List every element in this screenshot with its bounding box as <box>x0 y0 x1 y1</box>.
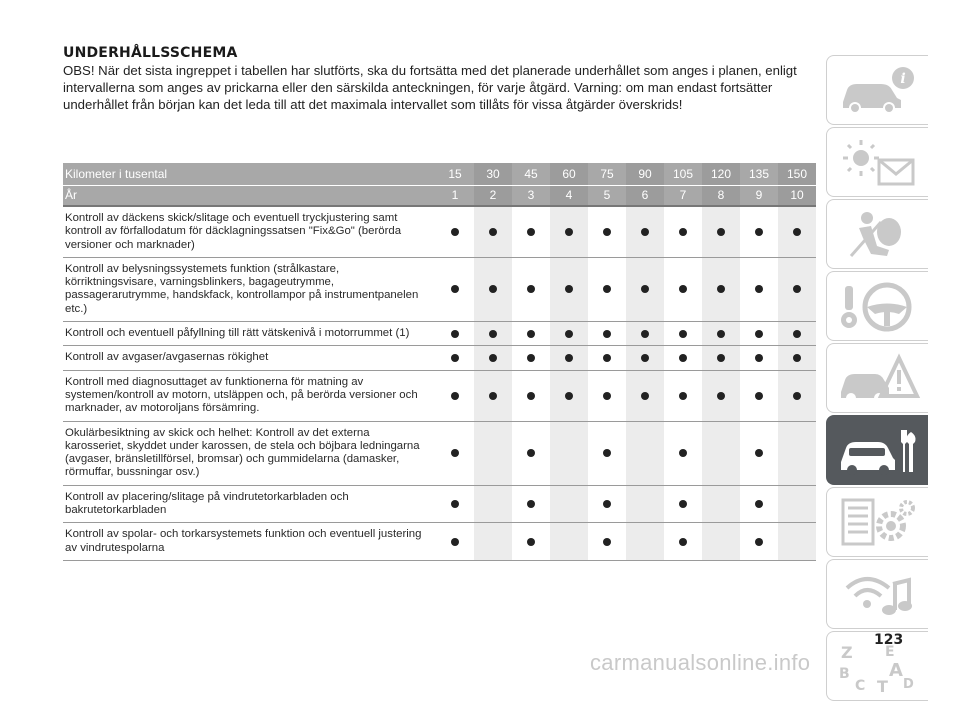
interval-cell <box>512 421 550 485</box>
interval-cell <box>588 206 626 257</box>
scheduled-dot <box>451 500 459 508</box>
interval-cell <box>702 206 740 257</box>
interval-cell <box>474 346 512 370</box>
document-gear-icon <box>837 496 919 550</box>
scheduled-dot <box>793 392 801 400</box>
year-header-label: År <box>63 185 436 206</box>
year-value: 1 <box>436 185 474 206</box>
interval-cell <box>474 206 512 257</box>
table-row <box>63 346 816 370</box>
interval-cell <box>702 346 740 370</box>
scheduled-dot <box>489 392 497 400</box>
interval-cell <box>778 346 816 370</box>
nav-tab-maintenance[interactable] <box>826 415 928 485</box>
interval-cell <box>702 523 740 561</box>
interval-cell <box>626 257 664 321</box>
interval-cell <box>740 370 778 421</box>
scheduled-dot <box>451 354 459 362</box>
interval-cell <box>588 257 626 321</box>
interval-cell <box>550 523 588 561</box>
kilometer-value: 150 <box>778 163 816 185</box>
index-letter: B <box>839 666 850 682</box>
interval-cell <box>512 346 550 370</box>
operation-label: Kontroll av belysningssystemets funktion (strålkastare, körriktningsvisare, varningsblinkers, bagageutrymme, passagerarutrymme, handskfack, kontrollampor på instrumentpanelen etc.) <box>63 257 436 321</box>
kilometer-value: 45 <box>512 163 550 185</box>
year-value: 5 <box>588 185 626 206</box>
interval-cell <box>626 322 664 346</box>
interval-cell <box>436 257 474 321</box>
scheduled-dot <box>641 285 649 293</box>
scheduled-dot <box>489 285 497 293</box>
year-value: 10 <box>778 185 816 206</box>
scheduled-dot <box>603 392 611 400</box>
operation-label: Kontroll av spolar- och torkarsystemets funktion och eventuell justering av vindrutespolarna <box>63 523 436 561</box>
kilometer-header-row <box>63 163 816 185</box>
scheduled-dot <box>641 330 649 338</box>
interval-cell <box>588 523 626 561</box>
interval-cell <box>702 485 740 523</box>
index-letter: Z <box>841 643 853 662</box>
key-steering-wheel-icon <box>837 280 919 334</box>
interval-cell <box>436 322 474 346</box>
interval-cell <box>740 322 778 346</box>
table-row <box>63 322 816 346</box>
interval-cell <box>702 257 740 321</box>
scheduled-dot <box>527 228 535 236</box>
scheduled-dot <box>527 500 535 508</box>
kilometer-value: 60 <box>550 163 588 185</box>
table-row <box>63 421 816 485</box>
interval-cell <box>626 346 664 370</box>
interval-cell <box>550 370 588 421</box>
alphabetical-index-icon <box>837 640 919 694</box>
nav-tab-technical-data[interactable] <box>826 487 928 557</box>
scheduled-dot <box>679 449 687 457</box>
interval-cell <box>512 523 550 561</box>
scheduled-dot <box>527 354 535 362</box>
nav-tab-lights-messages[interactable] <box>826 127 928 197</box>
interval-cell <box>664 523 702 561</box>
interval-cell <box>550 485 588 523</box>
scheduled-dot <box>755 228 763 236</box>
interval-cell <box>474 257 512 321</box>
table-row <box>63 523 816 561</box>
scheduled-dot <box>527 449 535 457</box>
intro-paragraph: OBS! När det sista ingreppet i tabellen har slutförts, ska du fortsätta med det planerade underhållet som anges i planen, enligt intervallerna som anges av prickarna eller den särskilda anteckningen, för varje åtgärd. Varning: om man endast fortsätter underhållet från början kan det leda till att det maximala intervallet som tillåts för vissa åtgärder överskrids! <box>63 63 797 112</box>
scheduled-dot <box>565 330 573 338</box>
interval-cell <box>550 421 588 485</box>
scheduled-dot <box>717 354 725 362</box>
kilometer-value: 15 <box>436 163 474 185</box>
interval-cell <box>436 346 474 370</box>
operation-label: Kontroll och eventuell påfyllning till rätt vätskenivå i motorrummet (1) <box>63 322 436 346</box>
operation-label: Okulärbesiktning av skick och helhet: Kontroll av det externa karosseriet, skyddet under karossen, de stela och böjbara ledningarna (avgaser, bränsletillförsel, bromsar) och gummidelarna (damasker, rörmuffar, bussningar osv.) <box>63 421 436 485</box>
interval-cell <box>512 206 550 257</box>
car-warning-triangle-icon <box>837 352 919 406</box>
index-letter: E <box>885 644 895 660</box>
kilometer-value: 120 <box>702 163 740 185</box>
interval-cell <box>778 370 816 421</box>
airbag-seat-icon <box>837 208 919 262</box>
scheduled-dot <box>489 354 497 362</box>
scheduled-dot <box>527 538 535 546</box>
interval-cell <box>626 523 664 561</box>
scheduled-dot <box>755 500 763 508</box>
interval-cell <box>626 370 664 421</box>
scheduled-dot <box>793 330 801 338</box>
scheduled-dot <box>603 538 611 546</box>
interval-cell <box>588 485 626 523</box>
operation-label: Kontroll av avgaser/avgasernas rökighet <box>63 346 436 370</box>
interval-cell <box>626 485 664 523</box>
kilometer-value: 105 <box>664 163 702 185</box>
scheduled-dot <box>565 392 573 400</box>
scheduled-dot <box>717 285 725 293</box>
interval-cell <box>740 257 778 321</box>
scheduled-dot <box>717 228 725 236</box>
interval-cell <box>702 322 740 346</box>
scheduled-dot <box>451 392 459 400</box>
interval-cell <box>664 257 702 321</box>
nav-tab-car-info[interactable] <box>826 55 928 125</box>
interval-cell <box>512 485 550 523</box>
interval-cell <box>436 370 474 421</box>
scheduled-dot <box>755 392 763 400</box>
scheduled-dot <box>679 354 687 362</box>
scheduled-dot <box>755 449 763 457</box>
scheduled-dot <box>527 392 535 400</box>
interval-cell <box>512 322 550 346</box>
scheduled-dot <box>641 392 649 400</box>
scheduled-dot <box>755 354 763 362</box>
scheduled-dot <box>679 538 687 546</box>
interval-cell <box>588 421 626 485</box>
interval-cell <box>778 523 816 561</box>
interval-cell <box>740 421 778 485</box>
scheduled-dot <box>679 392 687 400</box>
scheduled-dot <box>603 228 611 236</box>
interval-cell <box>702 370 740 421</box>
table-row <box>63 257 816 321</box>
kilometer-value: 30 <box>474 163 512 185</box>
operation-label: Kontroll med diagnosuttaget av funktionerna för matning av systemen/kontroll av motorn, utsläppen och, på berörda versioner och marknader, av motoroljans försämring. <box>63 370 436 421</box>
scheduled-dot <box>603 285 611 293</box>
scheduled-dot <box>641 354 649 362</box>
interval-cell <box>512 257 550 321</box>
interval-cell <box>778 322 816 346</box>
interval-cell <box>664 421 702 485</box>
interval-cell <box>474 485 512 523</box>
scheduled-dot <box>565 354 573 362</box>
scheduled-dot <box>717 392 725 400</box>
interval-cell <box>474 523 512 561</box>
kilometer-header-label: Kilometer i tusental <box>63 163 436 185</box>
interval-cell <box>474 322 512 346</box>
interval-cell <box>778 206 816 257</box>
scheduled-dot <box>565 285 573 293</box>
table-row <box>63 370 816 421</box>
scheduled-dot <box>451 538 459 546</box>
interval-cell <box>740 206 778 257</box>
interval-cell <box>626 206 664 257</box>
interval-cell <box>550 206 588 257</box>
scheduled-dot <box>679 228 687 236</box>
interval-cell <box>740 523 778 561</box>
scheduled-dot <box>451 449 459 457</box>
nav-tab-emergency[interactable] <box>826 343 928 413</box>
interval-cell <box>664 370 702 421</box>
year-value: 9 <box>740 185 778 206</box>
kilometer-value: 75 <box>588 163 626 185</box>
kilometer-value: 90 <box>626 163 664 185</box>
interval-cell <box>778 485 816 523</box>
scheduled-dot <box>603 330 611 338</box>
scheduled-dot <box>451 228 459 236</box>
interval-cell <box>778 257 816 321</box>
table-row <box>63 485 816 523</box>
scheduled-dot <box>603 354 611 362</box>
interval-cell <box>550 257 588 321</box>
interval-cell <box>436 421 474 485</box>
scheduled-dot <box>755 285 763 293</box>
scheduled-dot <box>489 330 497 338</box>
index-letter: T <box>877 677 888 696</box>
interval-cell <box>436 523 474 561</box>
scheduled-dot <box>527 330 535 338</box>
scheduled-dot <box>451 330 459 338</box>
nav-tab-safety[interactable] <box>826 199 928 269</box>
watermark: carmanualsonline.info <box>590 650 811 675</box>
year-value: 8 <box>702 185 740 206</box>
scheduled-dot <box>489 228 497 236</box>
nav-tab-starting-driving[interactable] <box>826 271 928 341</box>
car-service-tools-icon <box>837 424 919 478</box>
interval-cell <box>664 206 702 257</box>
scheduled-dot <box>603 449 611 457</box>
operation-label: Kontroll av placering/slitage på vindrutetorkarbladen och bakrutetorkarbladen <box>63 485 436 523</box>
interval-cell <box>740 485 778 523</box>
scheduled-dot <box>755 538 763 546</box>
interval-cell <box>588 346 626 370</box>
year-header-row <box>63 185 816 206</box>
interval-cell <box>778 421 816 485</box>
scheduled-dot <box>755 330 763 338</box>
interval-cell <box>588 370 626 421</box>
interval-cell <box>436 485 474 523</box>
scheduled-dot <box>679 500 687 508</box>
table-row <box>63 206 816 257</box>
kilometer-value: 135 <box>740 163 778 185</box>
multimedia-music-icon <box>837 568 919 622</box>
year-value: 2 <box>474 185 512 206</box>
year-value: 4 <box>550 185 588 206</box>
scheduled-dot <box>679 285 687 293</box>
section-heading: UNDERHÅLLSSCHEMA <box>63 45 238 61</box>
lights-message-icon <box>837 136 919 190</box>
interval-cell <box>702 421 740 485</box>
year-value: 3 <box>512 185 550 206</box>
scheduled-dot <box>793 285 801 293</box>
maintenance-schedule-table <box>63 163 816 561</box>
car-info-icon <box>837 64 919 118</box>
interval-cell <box>474 421 512 485</box>
index-letter: D <box>903 677 914 692</box>
scheduled-dot <box>565 228 573 236</box>
scheduled-dot <box>679 330 687 338</box>
svg-text:i: i <box>900 71 906 87</box>
interval-cell <box>550 346 588 370</box>
year-value: 7 <box>664 185 702 206</box>
interval-cell <box>664 485 702 523</box>
interval-cell <box>664 346 702 370</box>
interval-cell <box>740 346 778 370</box>
scheduled-dot <box>793 354 801 362</box>
year-value: 6 <box>626 185 664 206</box>
interval-cell <box>626 421 664 485</box>
operation-label: Kontroll av däckens skick/slitage och eventuell tryckjustering samt kontroll av förfallodatum för däcklagningssatsen "Fix&Go" (berörda versioner och marknader) <box>63 206 436 257</box>
interval-cell <box>588 322 626 346</box>
page-number: 123 <box>874 632 904 648</box>
scheduled-dot <box>641 228 649 236</box>
interval-cell <box>512 370 550 421</box>
scheduled-dot <box>717 330 725 338</box>
scheduled-dot <box>451 285 459 293</box>
index-letter: A <box>889 660 903 681</box>
index-letter: C <box>855 678 866 694</box>
interval-cell <box>474 370 512 421</box>
interval-cell <box>436 206 474 257</box>
scheduled-dot <box>603 500 611 508</box>
scheduled-dot <box>793 228 801 236</box>
scheduled-dot <box>527 285 535 293</box>
interval-cell <box>550 322 588 346</box>
interval-cell <box>664 322 702 346</box>
nav-tab-multimedia[interactable] <box>826 559 928 629</box>
